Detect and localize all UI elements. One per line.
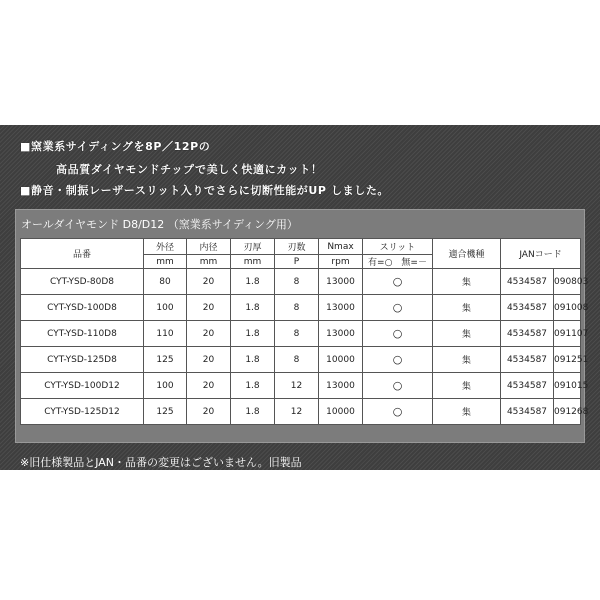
cell-thickness: 1.8 [231,399,275,425]
cell-teeth: 8 [275,321,319,347]
cell-teeth: 12 [275,399,319,425]
table-row [21,295,581,321]
cell-jan-prefix: 4534587 [501,269,554,295]
cell-compatible: 集 [433,347,501,373]
cell-outer-dia: 100 [144,373,187,399]
cell-nmax: 10000 [319,399,363,425]
cell-compatible: 集 [433,399,501,425]
cell-jan-suffix: 090803 [554,269,581,295]
cell-teeth: 12 [275,373,319,399]
cell-jan-suffix: 091251 [554,347,581,373]
cell-nmax: 10000 [319,347,363,373]
table-row [21,347,581,373]
cell-outer-dia: 100 [144,295,187,321]
header-part: 品番 [21,239,144,269]
cell-slit: ○ [363,295,433,321]
cell-nmax: 13000 [319,295,363,321]
cell-jan-prefix: 4534587 [501,347,554,373]
cell-thickness: 1.8 [231,321,275,347]
cell-compatible: 集 [433,269,501,295]
unit-slit: 有=○ 無=－ [363,255,433,269]
cell-teeth: 8 [275,295,319,321]
cell-part: CYT-YSD-125D12 [21,399,144,425]
cell-outer-dia: 125 [144,347,187,373]
cell-slit: ○ [363,373,433,399]
cell-compatible: 集 [433,321,501,347]
header-slit: スリット [363,239,433,255]
cell-compatible: 集 [433,295,501,321]
cell-nmax: 13000 [319,373,363,399]
header-thickness: 刃厚 [231,239,275,255]
unit-outer-dia: mm [144,255,187,269]
cell-teeth: 8 [275,269,319,295]
table-row [21,269,581,295]
cell-inner-dia: 20 [187,269,231,295]
cell-nmax: 13000 [319,321,363,347]
cell-part: CYT-YSD-110D8 [21,321,144,347]
cell-jan-prefix: 4534587 [501,399,554,425]
cell-compatible: 集 [433,373,501,399]
table-row [21,373,581,399]
table-row [21,399,581,425]
product-banner [0,125,600,470]
header-nmax: Nmax [319,239,363,255]
spec-panel [15,209,589,443]
header-inner-dia: 内径 [187,239,231,255]
cell-inner-dia: 20 [187,295,231,321]
cell-slit: ○ [363,399,433,425]
cell-inner-dia: 20 [187,373,231,399]
cell-thickness: 1.8 [231,295,275,321]
header-row [21,239,581,255]
unit-teeth: P [275,255,319,269]
cell-slit: ○ [363,321,433,347]
header-jan: JANコード [501,239,581,269]
cell-outer-dia: 80 [144,269,187,295]
unit-nmax: rpm [319,255,363,269]
cell-jan-suffix: 091015 [554,373,581,399]
cell-jan-prefix: 4534587 [501,295,554,321]
feature-line-2: 高品質ダイヤモンドチップで美しく快適にカット！ [56,163,323,176]
cell-inner-dia: 20 [187,399,231,425]
cell-jan-prefix: 4534587 [501,373,554,399]
feature-line-3: ■静音・制振レーザースリット入りでさらに切断性能がUP しました。 [20,184,390,197]
cell-slit: ○ [363,269,433,295]
cell-jan-suffix: 091268 [554,399,581,425]
cell-part: CYT-YSD-100D8 [21,295,144,321]
table-row [21,321,581,347]
cell-inner-dia: 20 [187,321,231,347]
cell-outer-dia: 110 [144,321,187,347]
feature-line-1: ■窯業系サイディングを8P／12Pの [20,140,211,153]
cell-teeth: 8 [275,347,319,373]
unit-thickness: mm [231,255,275,269]
cell-part: CYT-YSD-100D12 [21,373,144,399]
cell-jan-prefix: 4534587 [501,321,554,347]
cell-jan-suffix: 091008 [554,295,581,321]
cell-thickness: 1.8 [231,373,275,399]
cell-outer-dia: 125 [144,399,187,425]
cell-thickness: 1.8 [231,347,275,373]
cell-part: CYT-YSD-80D8 [21,269,144,295]
spec-table [20,238,589,425]
cell-jan-suffix: 091107 [554,321,581,347]
unit-inner-dia: mm [187,255,231,269]
header-compatible: 適合機種 [433,239,501,269]
panel-title: オールダイヤモンド D8/D12 （窯業系サイディング用） [21,218,298,231]
header-outer-dia: 外径 [144,239,187,255]
header-teeth: 刃数 [275,239,319,255]
cell-part: CYT-YSD-125D8 [21,347,144,373]
cell-slit: ○ [363,347,433,373]
cell-inner-dia: 20 [187,347,231,373]
footnote: ※旧仕様製品とJAN・品番の変更はございません。旧製品 [20,456,302,469]
cell-thickness: 1.8 [231,269,275,295]
cell-nmax: 13000 [319,269,363,295]
